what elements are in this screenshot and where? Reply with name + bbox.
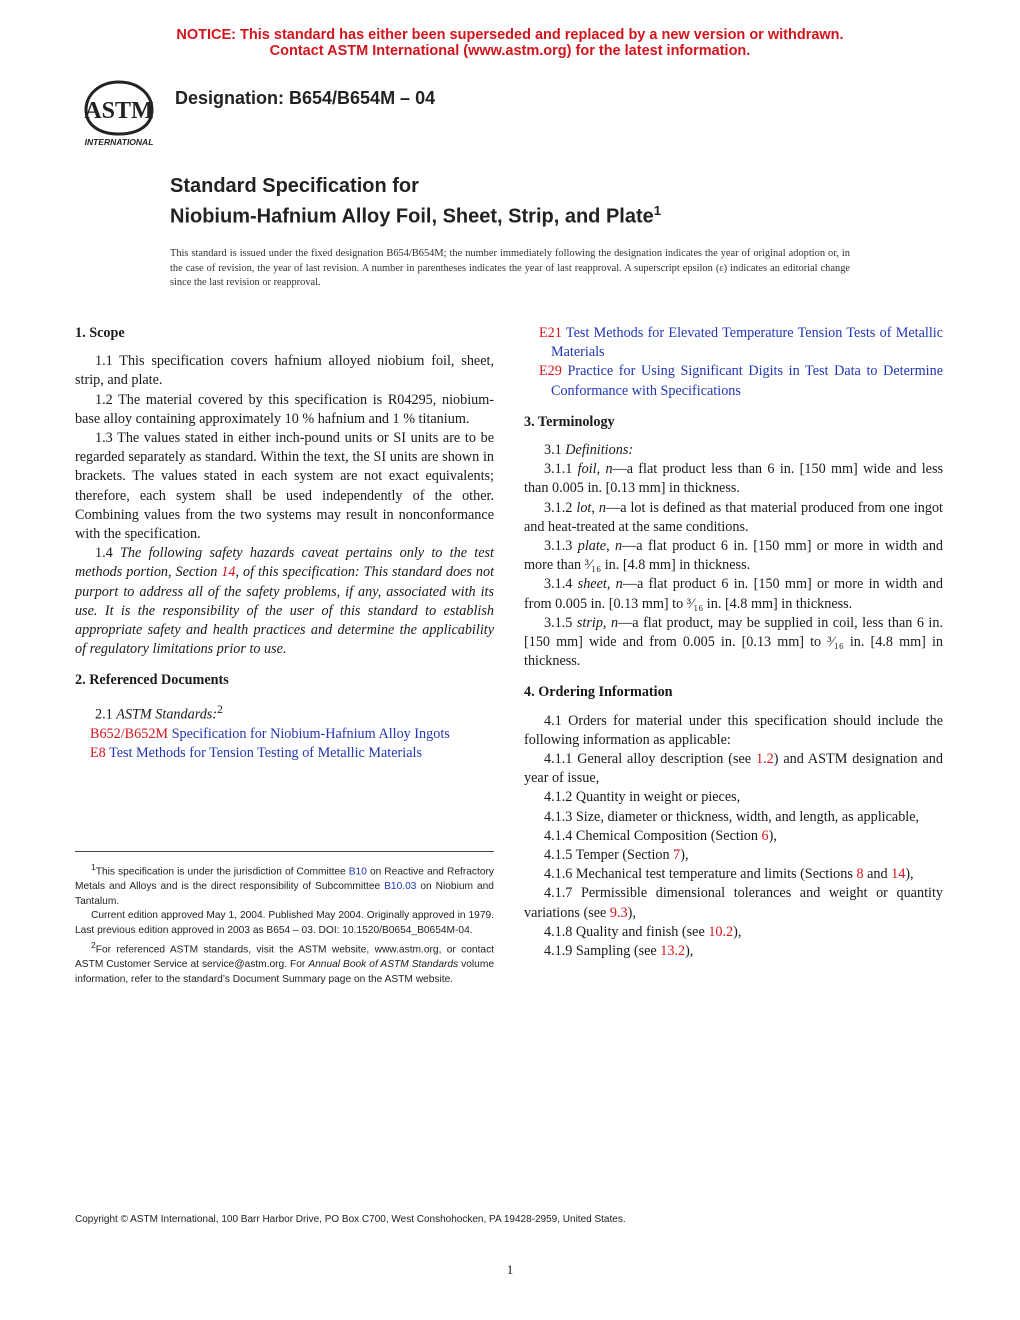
document-title (170, 174, 661, 230)
para-1-1: 1.1 This specification covers hafnium alloyed niobium foil, sheet, strip, and plate. (75, 353, 494, 389)
section-3-heading: 3. Terminology (524, 413, 615, 430)
title-footnote-mark: 1 (653, 203, 661, 218)
item-4-1-6: 4.1.6 Mechanical test temperature and limits (Sections 8 and 14), (544, 866, 914, 883)
item-4-1-3: 4.1.3 Size, diameter or thickness, width, and length, as applicable, (544, 808, 920, 825)
item-4-1-8: 4.1.8 Quality and finish (see 10.2), (544, 923, 742, 940)
link-section-8[interactable]: 8 (856, 866, 864, 883)
link-9-3[interactable]: 9.3 (609, 904, 628, 921)
item-4-1-9: 4.1.9 Sampling (see 13.2), (544, 943, 694, 960)
section-4-heading: 4. Ordering Information (524, 684, 673, 701)
ref-e8[interactable]: E8 Test Methods for Tension Testing of Metallic Materials (90, 744, 422, 761)
notice-banner (0, 27, 1020, 59)
section-1-heading: 1. Scope (75, 325, 125, 341)
link-section-7[interactable]: 7 (673, 847, 681, 864)
astm-logo (78, 78, 160, 150)
issuance-note: This standard is issued under the fixed designation B654/B654M; the number immediately following the designation indicates the year of original adoption or, in the case of revision, the year of last revision. A number in parentheses indicates the year of last reapproval. A superscript epsilon (ε) indicates an editorial change since the last revision or reapproval. (170, 248, 850, 288)
footnotes (75, 851, 494, 988)
def-lot: 3.1.2 lot, n—a lot is defined as that material produced from one ingot and heat-treated at the same conditions. (524, 499, 943, 535)
para-1-2: 1.2 The material covered by this specification is R04295, niobium-base alloy containing approximately 10 % hafnium and 1 % titanium. (75, 391, 494, 427)
copyright-line: Copyright © ASTM International, 100 Barr Harbor Drive, PO Box C700, West Conshohocken, PA 19428-2959, United States. (75, 1214, 626, 1225)
notice-line-1: NOTICE: This standard has either been superseded and replaced by a new version or withdrawn. (176, 27, 844, 43)
para-1-3: 1.3 The values stated in either inch-pound units or SI units are to be regarded separately as standard. Within the text, the SI units are shown in brackets. The values stated in each system are not exact equivalents; therefore, each system shall be used independently of the other. Combining values from the two systems may result in nonconformance with the specification. (75, 430, 494, 543)
link-b10[interactable]: B10 (348, 866, 367, 878)
designation: Designation: B654/B654M – 04 (175, 88, 436, 108)
title-line-2: Niobium-Hafnium Alloy Foil, Sheet, Strip, and Plate (170, 205, 654, 228)
para-1-4: 1.4 The following safety hazards caveat pertains only to the test methods portion, Section 14, of this specification: This standard does not purport to address all of the safety problems, if any, associated with its use. It is the responsibility of the user of this standard to establish appropriate safety and health practices and determine the applicability of regulatory limitations prior to use. (75, 545, 495, 658)
right-column (524, 324, 943, 961)
link-section-14[interactable]: 14 (221, 564, 236, 581)
title-line-1: Standard Specification for (170, 175, 419, 197)
item-4-1-5: 4.1.5 Temper (Section 7), (544, 847, 689, 864)
notice-line-2: Contact ASTM International (www.astm.org) for the latest information. (269, 43, 751, 59)
def-plate: 3.1.3 plate, n—a flat product 6 in. [150 mm] or more in width and more than ³⁄₁₆ in. [4.8 mm] in thickness. (524, 538, 944, 574)
para-2-1: 2.1 ASTM Standards:$^2$ (95, 701, 223, 723)
logo-subtitle: INTERNATIONAL (84, 137, 154, 147)
def-strip: 3.1.5 strip, n—a flat product, may be supplied in coil, less than 6 in. [150 mm] wide and from 0.005 in. [0.13 mm] to ³⁄₁₆ in. [4.8 mm] in thickness. (524, 614, 944, 670)
link-13-2[interactable]: 13.2 (660, 943, 686, 960)
item-4-1-7: 4.1.7 Permissible dimensional tolerances and weight or quantity variations (see 9.3), (524, 885, 943, 921)
def-foil: 3.1.1 foil, n—a flat product less than 6 in. [150 mm] wide and less than 0.005 in. [0.13 mm] in thickness. (524, 461, 944, 497)
left-column (75, 324, 494, 763)
ref-b652[interactable]: B652/B652M Specification for Niobium-Hafnium Alloy Ingots (90, 725, 450, 742)
footnote-2: $^2$For referenced ASTM standards, visit the ASTM website, www.astm.org, or contact ASTM Customer Service at service@astm.org. For Annual Book of ASTM Standards volume information, refer to the standard’s Document Summary page on the ASTM website. (75, 940, 495, 985)
link-section-6[interactable]: 6 (761, 827, 769, 844)
link-10-2[interactable]: 10.2 (708, 923, 734, 940)
footnote-1: $^1$This specification is under the jurisdiction of Committee B10 on Reactive and Refractory Metals and Alloys and is the direct responsibility of Subcommittee B10.03 on Niobium and Tantalum. (75, 862, 494, 907)
item-4-1-4: 4.1.4 Chemical Composition (Section 6), (544, 827, 777, 844)
def-sheet: 3.1.4 sheet, n—a flat product 6 in. [150 mm] or more in width and from 0.005 in. [0.13 mm] to ³⁄₁₆ in. [4.8 mm] in thickness. (524, 576, 944, 612)
ref-e21[interactable]: E21 Test Methods for Elevated Temperature Tension Tests of Metallic Materials (539, 325, 944, 361)
item-4-1-1: 4.1.1 General alloy description (see 1.2) and ASTM designation and year of issue, (524, 751, 943, 787)
ref-e29[interactable]: E29 Practice for Using Significant Digits in Test Data to Determine Conformance with Specifications (539, 363, 943, 399)
link-section-14b[interactable]: 14 (891, 866, 906, 883)
page-number: 1 (506, 1262, 514, 1277)
logo-wordmark: ASTM (84, 98, 154, 124)
link-b10-03[interactable]: B10.03 (384, 880, 417, 892)
footnote-1-edition: Current edition approved May 1, 2004. Published May 2004. Originally approved in 1979. Last previous edition approved in 2003 as B654 – 03. DOI: 10.1520/B0654_B0654M-04. (75, 910, 494, 936)
link-1-2[interactable]: 1.2 (755, 751, 774, 768)
item-4-1-2: 4.1.2 Quantity in weight or pieces, (544, 789, 741, 806)
section-2-heading: 2. Referenced Documents (75, 672, 229, 689)
para-4-1: 4.1 Orders for material under this specification should include the following information as applicable: (524, 712, 943, 748)
para-3-1: 3.1 Definitions: (544, 442, 634, 459)
